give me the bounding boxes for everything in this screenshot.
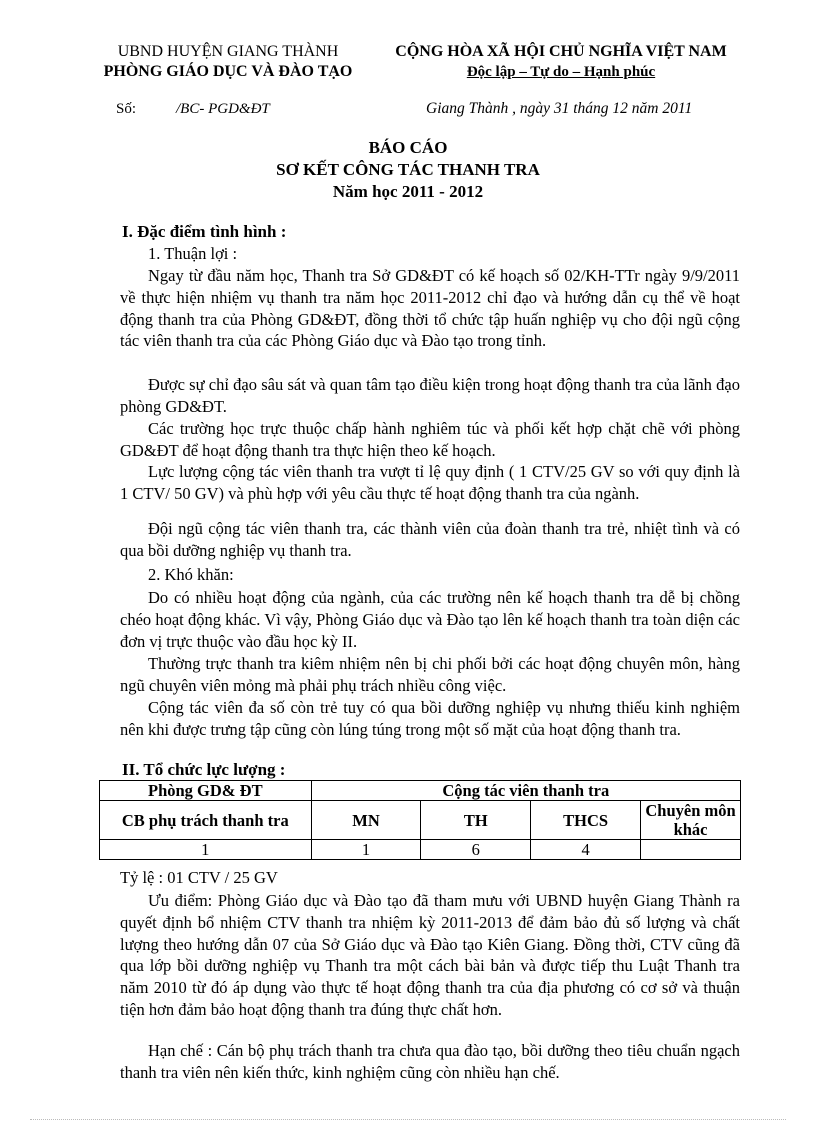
header-inspection-collaborators: Cộng tác viên thanh tra — [311, 781, 740, 801]
section-1-sub-difficulties: 2. Khó khăn: — [148, 565, 234, 584]
national-motto — [386, 62, 736, 82]
cell-secondary: 4 — [531, 840, 641, 860]
header-other-specialty: Chuyên môn khác — [641, 801, 741, 840]
document-number-label: Số: — [116, 101, 137, 117]
paragraph-difficulty-3: Cộng tác viên đa số còn trẻ tuy có qua bồi dưỡng nghiệp vụ nhưng thiếu kinh nghiệm nên khi được trưng tập cũng còn lúng túng trong một số mặt của hoạt động thanh tra. — [120, 698, 740, 739]
issuer-name: UBND HUYỆN GIANG THÀNH — [117, 43, 339, 60]
header-education-office: Phòng GD& ĐT — [100, 781, 312, 801]
header-primary: TH — [421, 801, 531, 840]
paragraph-advantage-5: Đội ngũ cộng tác viên thanh tra, các thành viên của đoàn thanh tra trẻ, nhiệt tình và có qua bồi dưỡng nghiệp vụ thanh tra. — [120, 519, 740, 560]
section-1-sub-advantages: 1. Thuận lợi : — [148, 244, 238, 263]
paragraph-limitations: Hạn chế : Cán bộ phụ trách thanh tra chưa qua đào tạo, bồi dưỡng theo tiêu chuẩn ngạch thanh tra viên nên kiến thức, kinh nghiệm cũng còn nhiều hạn chế. — [120, 1041, 740, 1082]
table-column-header-row — [100, 801, 741, 840]
report-school-year: Năm học 2011 - 2012 — [332, 182, 484, 201]
page-bottom-divider — [30, 1119, 786, 1120]
cell-preschool: 1 — [311, 840, 421, 860]
paragraph-advantage-4: Lực lượng cộng tác viên thanh tra vượt tỉ lệ quy định ( 1 CTV/25 GV so với quy định là 1 CTV/ 50 GV) và phù hợp với yêu cầu thực tế hoạt động thanh tra của ngành. — [120, 462, 740, 503]
table-row — [100, 840, 741, 860]
report-subtitle: SƠ KẾT CÔNG TÁC THANH TRA — [276, 160, 540, 179]
report-title: BÁO CÁO — [368, 138, 448, 157]
cell-primary: 6 — [421, 840, 531, 860]
paragraph-advantage-3: Các trường học trực thuộc chấp hành nghiêm túc và phối kết hợp chặt chẽ với phòng GD&ĐT để hoạt động thanh tra thực hiện theo kế hoạch. — [120, 419, 740, 460]
section-2-heading: II. Tổ chức lực lượng : — [122, 760, 286, 779]
paragraph-strengths: Ưu điểm: Phòng Giáo dục và Đào tạo đã tham mưu với UBND huyện Giang Thành ra quyết định bổ nhiệm CTV thanh tra nhiệm kỳ 2011-2013 để đảm bảo đủ số lượng và chất lượng theo hướng dẫn 07 của Sở Giáo dục và Đào tạo Kiên Giang. Đồng thời, CTV cũng đã qua lớp bồi dưỡng nghiệp vụ Thanh tra một cách bài bản và được tiếp thu Luật Thanh tra năm 2010 từ đó áp dụng vào thực tế hoạt động thanh tra của địa phương có cơ sở và thuận tiện hơn đảm bảo hoạt động thanh tra đúng thực chất hơn. — [120, 891, 740, 1019]
paragraph-advantage-2: Được sự chỉ đạo sâu sát và quan tâm tạo điều kiện trong hoạt động thanh tra của lãnh đạo phòng GD&ĐT. — [120, 375, 740, 416]
collaborator-ratio: Tỷ lệ : 01 CTV / 25 GV — [120, 868, 278, 887]
header-secondary: THCS — [531, 801, 641, 840]
section-1-heading: I. Đặc điểm tình hình : — [122, 222, 287, 241]
national-title: CỘNG HÒA XÃ HỘI CHỦ NGHĨA VIỆT NAM — [395, 43, 727, 60]
document-number-value: /BC- PGD&ĐT — [176, 101, 270, 117]
table-group-header-row — [100, 781, 741, 801]
paragraph-difficulty-2: Thường trực thanh tra kiêm nhiệm nên bị chi phối bởi các hoạt động chuyên môn, hàng ngũ chuyên viên mỏng mà phải phụ trách nhiều công việc. — [120, 654, 740, 695]
cell-other-specialty — [641, 840, 741, 860]
force-organization-table — [99, 780, 741, 860]
header-preschool: MN — [311, 801, 421, 840]
department-name: PHÒNG GIÁO DỤC VÀ ĐÀO TẠO — [103, 63, 353, 80]
header-inspection-officer: CB phụ trách thanh tra — [100, 801, 312, 840]
paragraph-advantage-1: Ngay từ đầu năm học, Thanh tra Sở GD&ĐT có kế hoạch số 02/KH-TTr ngày 9/9/2011 về thực hiện nhiệm vụ thanh tra năm học 2011-2012 chỉ đạo và hướng dẫn cụ thể về hoạt động thanh tra của Phòng GD&ĐT, đồng thời tổ chức tập huấn nghiệp vụ cho đội ngũ cộng tác viên thanh tra của các Phòng Giáo dục và Đào tạo trong tỉnh. — [120, 266, 740, 351]
paragraph-difficulty-1: Do có nhiều hoạt động của ngành, của các trường nên kế hoạch thanh tra dễ bị chồng chéo hoạt động khác. Vì vậy, Phòng Giáo dục và Đào tạo lên kế hoạch thanh tra toàn diện các đơn vị trực thuộc vào đầu học kỳ II. — [120, 588, 740, 651]
place-date: Giang Thành , ngày 31 tháng 12 năm 2011 — [426, 100, 693, 117]
national-motto-text: Độc lập – Tự do – Hạnh phúc — [466, 64, 656, 80]
cell-inspection-officer: 1 — [100, 840, 312, 860]
